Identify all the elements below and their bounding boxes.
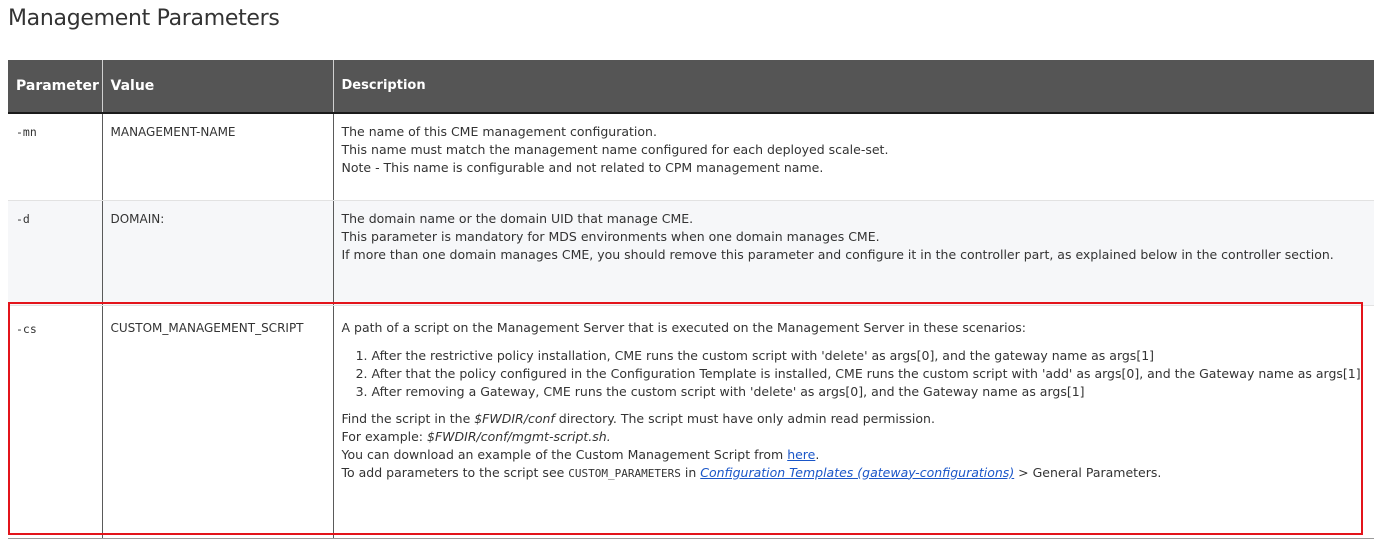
value-cell: DOMAIN: <box>102 200 333 305</box>
table-header-row <box>8 60 1374 113</box>
description-line: If more than one domain manages CME, you should remove this parameter and configure it in the controller part, as explained below in the controller section. <box>341 246 1334 262</box>
text-fragment: You can download an example of the Custom Management Script from <box>341 446 788 462</box>
table-row <box>8 200 1374 305</box>
text-fragment: To add parameters to the script see <box>341 464 569 480</box>
download-here-link[interactable]: here <box>787 446 816 462</box>
path-text: $FWDIR/conf/mgmt-script.sh. <box>427 428 611 444</box>
list-item: 2. After that the policy configured in the Configuration Template is installed, CME runs the custom script with 'add' as args[0], and the Gateway name as args[1] <box>372 365 1367 383</box>
value-cell: CUSTOM_MANAGEMENT_SCRIPT <box>102 305 333 538</box>
param-cell: -d <box>8 200 102 305</box>
description-line: Note - This name is configurable and not related to CPM management name. <box>341 160 824 175</box>
description-cell <box>333 305 1374 538</box>
description-intro: A path of a script on the Management Server that is executed on the Management Server in these scenarios: <box>341 319 1026 335</box>
text-fragment: > General Parameters. <box>1014 464 1162 480</box>
page-title: Management Parameters <box>8 6 280 31</box>
description-line: The domain name or the domain UID that manage CME. <box>341 210 694 226</box>
param-cell: -mn <box>8 113 102 200</box>
description-line: The name of this CME management configuration. <box>341 124 657 139</box>
text-fragment: directory. The script must have only admin read permission. <box>554 410 935 426</box>
list-item: 1. After the restrictive policy installation, CME runs the custom script with 'delete' as args[0], and the gateway name as args[1] <box>372 347 1367 365</box>
add-parameters-line <box>342 464 1367 483</box>
description-line: This parameter is mandatory for MDS environments when one domain manages CME. <box>341 228 880 244</box>
configuration-templates-link[interactable]: Configuration Templates (gateway-configurations) <box>700 464 1015 480</box>
text-fragment: Find the script in the <box>341 410 475 426</box>
text-fragment: For example: <box>341 428 427 444</box>
example-line <box>342 428 1367 446</box>
description-line: This name must match the management name configured for each deployed scale-set. <box>341 142 889 157</box>
table-row <box>8 113 1374 200</box>
text-fragment: in <box>680 464 701 480</box>
management-parameters-table <box>8 60 1374 539</box>
column-header-value: Value <box>102 60 333 113</box>
find-script-line <box>342 410 1367 428</box>
path-text: $FWDIR/conf <box>474 410 555 426</box>
param-cell: -cs <box>8 305 102 538</box>
value-cell: MANAGEMENT-NAME <box>102 113 333 200</box>
text-fragment: . <box>815 446 820 462</box>
list-item: 3. After removing a Gateway, CME runs the custom script with 'delete' as args[0], and the Gateway name as args[1] <box>372 383 1367 401</box>
scenario-list <box>342 347 1367 401</box>
description-cell <box>333 200 1374 305</box>
table-bottom-divider <box>8 538 1374 539</box>
column-header-parameter: Parameter <box>8 60 102 113</box>
download-line <box>342 446 1367 464</box>
code-text: CUSTOM_PARAMETERS <box>568 466 681 480</box>
table-row-highlighted <box>8 305 1374 538</box>
column-header-description: Description <box>333 60 1374 113</box>
description-cell <box>333 113 1374 200</box>
